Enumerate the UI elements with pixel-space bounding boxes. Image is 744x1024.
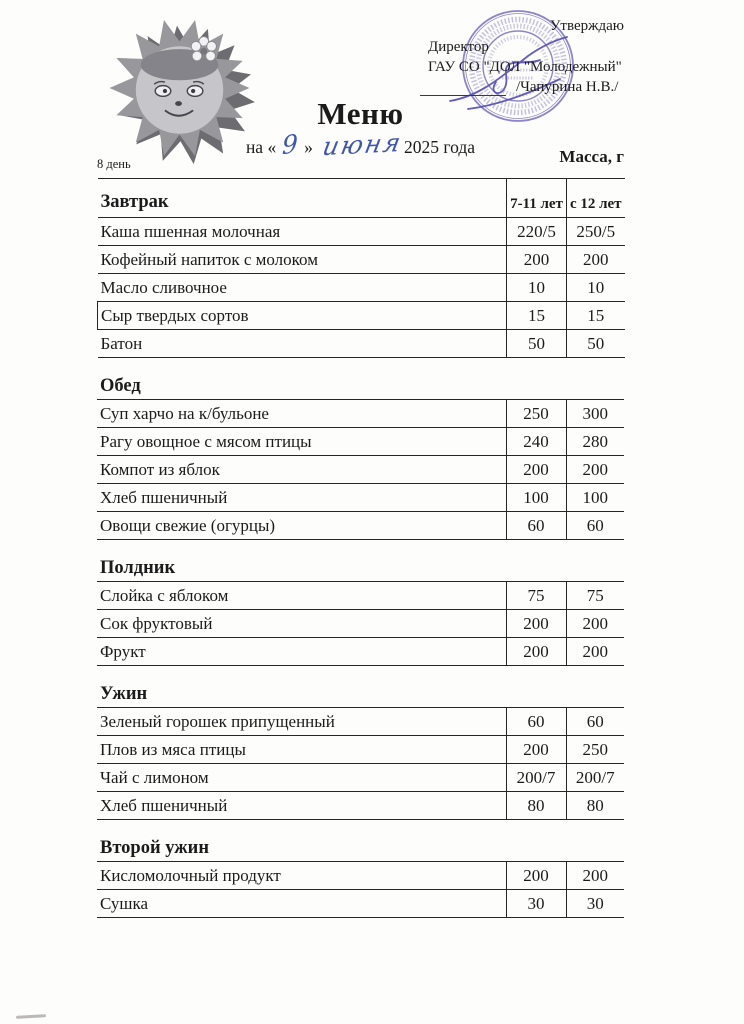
mass-7-11: 200 bbox=[506, 610, 566, 638]
mass-7-11: 75 bbox=[506, 582, 566, 610]
dish-name: Сушка bbox=[97, 890, 506, 918]
age-column-header bbox=[506, 372, 566, 400]
mass-12-plus: 250/5 bbox=[567, 218, 625, 246]
menu-row bbox=[97, 708, 624, 736]
mass-7-11: 50 bbox=[507, 330, 567, 358]
director-label: Директор bbox=[428, 39, 489, 55]
mass-12-plus: 60 bbox=[566, 708, 624, 736]
dish-name: Чай с лимоном bbox=[97, 764, 506, 792]
menu-sections bbox=[97, 178, 624, 918]
mass-7-11: 60 bbox=[506, 512, 566, 540]
age-column-header: с 12 лет bbox=[567, 179, 625, 218]
section-title-row bbox=[97, 834, 624, 862]
menu-section-table bbox=[97, 554, 624, 666]
menu-row bbox=[97, 792, 624, 820]
age-column-header bbox=[566, 680, 624, 708]
mass-12-plus: 300 bbox=[566, 400, 624, 428]
mass-12-plus: 250 bbox=[566, 736, 624, 764]
mass-12-plus: 75 bbox=[566, 582, 624, 610]
menu-section-table bbox=[97, 372, 624, 540]
mass-12-plus: 200 bbox=[566, 610, 624, 638]
dish-name: Каша пшенная молочная bbox=[98, 218, 507, 246]
dish-name: Сыр твердых сортов bbox=[98, 302, 507, 330]
mass-7-11: 240 bbox=[506, 428, 566, 456]
dish-name: Плов из мяса птицы bbox=[97, 736, 506, 764]
mass-7-11: 30 bbox=[506, 890, 566, 918]
mass-12-plus: 200 bbox=[567, 246, 625, 274]
age-column-header bbox=[566, 834, 624, 862]
date-year-suffix: 2025 года bbox=[404, 137, 476, 157]
section-title: Второй ужин bbox=[97, 834, 506, 862]
mass-12-plus: 10 bbox=[567, 274, 625, 302]
section-title: Обед bbox=[97, 372, 506, 400]
mass-column-header: Масса, г bbox=[559, 147, 624, 166]
day-number-label: 8 день bbox=[97, 157, 131, 171]
section-title: Полдник bbox=[97, 554, 506, 582]
section-title-row bbox=[97, 372, 624, 400]
dish-name: Зеленый горошек припущенный bbox=[97, 708, 506, 736]
mass-12-plus: 200/7 bbox=[566, 764, 624, 792]
section-title-row bbox=[98, 179, 625, 218]
menu-row bbox=[98, 274, 625, 302]
menu-row bbox=[97, 484, 624, 512]
dish-name: Сок фруктовый bbox=[97, 610, 506, 638]
menu-section-table bbox=[97, 834, 624, 918]
handwritten-day: 9 bbox=[281, 128, 299, 161]
mass-7-11: 80 bbox=[506, 792, 566, 820]
dish-name: Батон bbox=[98, 330, 507, 358]
dish-name: Рагу овощное с мясом птицы bbox=[97, 428, 506, 456]
menu-row bbox=[98, 218, 625, 246]
menu-row bbox=[97, 400, 624, 428]
menu-row bbox=[97, 512, 624, 540]
menu-row bbox=[98, 302, 625, 330]
mass-12-plus: 60 bbox=[566, 512, 624, 540]
dish-name: Хлеб пшеничный bbox=[97, 484, 506, 512]
mass-7-11: 60 bbox=[506, 708, 566, 736]
mass-7-11: 200 bbox=[506, 456, 566, 484]
menu-row bbox=[97, 736, 624, 764]
dish-name: Овощи свежие (огурцы) bbox=[97, 512, 506, 540]
mass-7-11: 200 bbox=[506, 736, 566, 764]
menu-row bbox=[97, 428, 624, 456]
section-title: Завтрак bbox=[98, 179, 507, 218]
menu-row bbox=[97, 582, 624, 610]
section-title-row bbox=[97, 554, 624, 582]
age-column-header bbox=[506, 834, 566, 862]
menu-row bbox=[97, 456, 624, 484]
mass-7-11: 200 bbox=[507, 246, 567, 274]
dish-name: Фрукт bbox=[97, 638, 506, 666]
date-prefix: на « bbox=[245, 137, 277, 157]
mass-7-11: 220/5 bbox=[507, 218, 567, 246]
mass-7-11: 200 bbox=[506, 638, 566, 666]
date-close-quote: » bbox=[304, 137, 313, 157]
menu-row bbox=[98, 330, 625, 358]
mass-12-plus: 50 bbox=[567, 330, 625, 358]
section-title: Ужин bbox=[97, 680, 506, 708]
mass-7-11: 15 bbox=[507, 302, 567, 330]
mass-7-11: 100 bbox=[506, 484, 566, 512]
signature-name: /Чапурина Н.В./ bbox=[516, 79, 619, 95]
menu-row bbox=[97, 862, 624, 890]
age-column-header bbox=[506, 680, 566, 708]
menu-row bbox=[97, 610, 624, 638]
menu-row bbox=[97, 890, 624, 918]
handwritten-month: июня bbox=[320, 127, 405, 162]
dish-name: Суп харчо на к/бульоне bbox=[97, 400, 506, 428]
age-column-header bbox=[566, 372, 624, 400]
menu-row bbox=[98, 246, 625, 274]
mass-12-plus: 200 bbox=[566, 638, 624, 666]
approval-label: Утверждаю bbox=[549, 18, 624, 34]
menu-section-table bbox=[97, 680, 624, 820]
mass-12-plus: 15 bbox=[567, 302, 625, 330]
dish-name: Слойка с яблоком bbox=[97, 582, 506, 610]
mass-12-plus: 80 bbox=[566, 792, 624, 820]
age-column-header bbox=[566, 554, 624, 582]
section-title-row bbox=[97, 680, 624, 708]
mass-7-11: 200/7 bbox=[506, 764, 566, 792]
mass-12-plus: 100 bbox=[566, 484, 624, 512]
mass-12-plus: 200 bbox=[566, 862, 624, 890]
dish-name: Компот из яблок bbox=[97, 456, 506, 484]
dish-name: Масло сливочное bbox=[98, 274, 507, 302]
page-title: Меню bbox=[317, 96, 404, 131]
mass-7-11: 10 bbox=[507, 274, 567, 302]
age-column-header bbox=[506, 554, 566, 582]
mass-7-11: 250 bbox=[506, 400, 566, 428]
menu-section-table bbox=[97, 178, 625, 358]
mass-12-plus: 280 bbox=[566, 428, 624, 456]
dish-name: Хлеб пшеничный bbox=[97, 792, 506, 820]
menu-row bbox=[97, 764, 624, 792]
age-column-header: 7-11 лет bbox=[507, 179, 567, 218]
mass-12-plus: 30 bbox=[566, 890, 624, 918]
organization-name: ГАУ СО "ДОЛ "Молодежный" bbox=[428, 59, 622, 75]
mass-7-11: 200 bbox=[506, 862, 566, 890]
dish-name: Кофейный напиток с молоком bbox=[98, 246, 507, 274]
menu-row bbox=[97, 638, 624, 666]
mass-12-plus: 200 bbox=[566, 456, 624, 484]
dish-name: Кисломолочный продукт bbox=[97, 862, 506, 890]
